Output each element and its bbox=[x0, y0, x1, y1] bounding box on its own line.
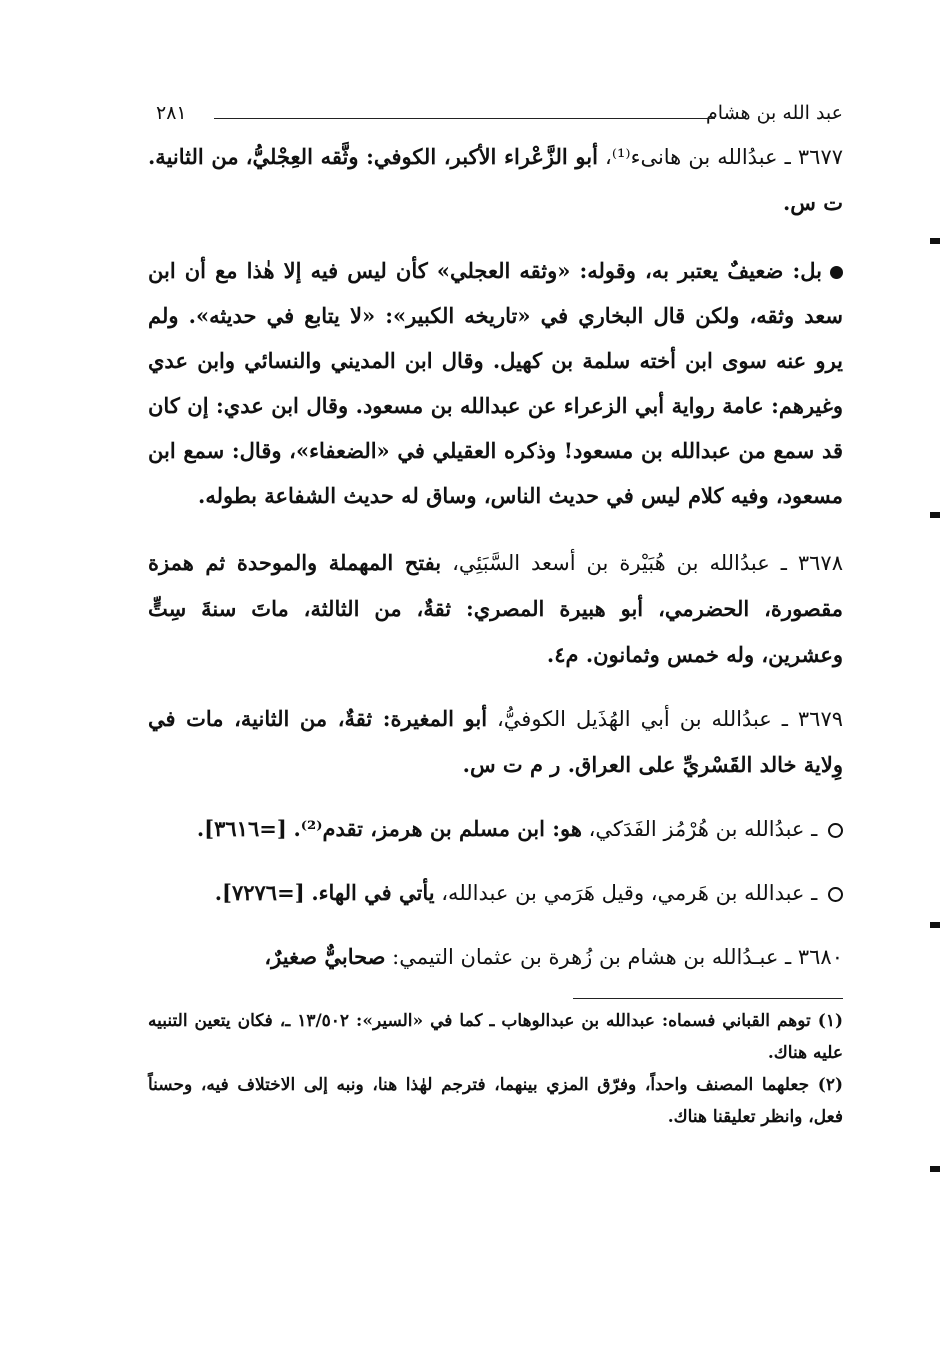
entry-number: ٣٦٧٨ ـ bbox=[780, 551, 843, 575]
footnote-1 bbox=[148, 1005, 843, 1069]
entry-name: عبدُالله بن هانىء⁽¹⁾، bbox=[605, 145, 778, 169]
page-number: ٢٨١ bbox=[156, 102, 187, 124]
cross-reference: [=٧٢٧٦]. bbox=[214, 880, 305, 905]
entry-3680 bbox=[148, 934, 843, 980]
footnote-text: توهم القباني فسماه: عبدالله بن عبدالوهاب ـ كما في «السير»: ١٣/٥٠٢ ـ، فكان يتعين التنبيه عليه هناك. bbox=[148, 1011, 843, 1063]
entry-name: عبدُالله بن هُبَيْرة بن أسعد السَّبَئِي، bbox=[452, 551, 770, 575]
spacer bbox=[148, 226, 843, 248]
running-head bbox=[148, 96, 843, 130]
critique-text: بل: ضعيفٌ يعتبر به، وقوله: «وثقه العجلي» كأن ليس فيه إلا هٰذا مع أن ابن سعد وثقه، ولكن قال البخاري في «تاريخه الكبير»: «لا يتابع في حديثه». ولم يرو عنه سوى ابن أخته سلمة بن كهيل. وقال ابن المديني والنسائي وابن عدي وغيرهم: عامة رواية أبي الزعراء عن عبدالله بن مسعود. وقال ابن عدي: إن كان قد سمع من عبدالله بن مسعود! وذكره العقيلي في «الضعفاء»، وقال: سمع ابن مسعود، وفيه كلام ليس في حديث الناس، وساق له حديث الشفاعة بطوله. bbox=[148, 258, 843, 508]
footnote-separator bbox=[573, 998, 843, 999]
running-head-title: عبد الله بن هشام bbox=[706, 102, 843, 124]
ring-icon bbox=[828, 823, 843, 838]
entry-name: عبدُالله بن هُرْمُز الفَدَكي، bbox=[588, 817, 805, 841]
scan-edge-mark bbox=[930, 1166, 940, 1172]
critique-3677 bbox=[148, 248, 843, 518]
bullet-icon bbox=[830, 266, 843, 279]
entry-number: ٣٦٨٠ ـ bbox=[785, 945, 843, 969]
footnote-text: جعلهما المصنف واحداً، وفرّق المزي بينهما، فترجم لهٰذا هنا، ونبه إلى الاختلاف فيه، وحسناً فعل، وانظر تعليقنا هناك. bbox=[148, 1075, 843, 1127]
entry-details: يأتي في الهاء. bbox=[311, 880, 435, 905]
entry-name: عبدُالله بن أبي الهُذَيل الكوفيُّ، bbox=[497, 707, 772, 731]
entry-details: هو: ابن مسلم بن هرمز، تقدم⁽²⁾. bbox=[293, 816, 582, 841]
reference-harmi bbox=[148, 870, 843, 916]
spacer bbox=[148, 678, 843, 696]
footnote-marker: (٢) bbox=[817, 1075, 843, 1095]
spacer bbox=[148, 852, 843, 870]
entry-details: صحابيٌّ صغيرٌ، bbox=[264, 944, 386, 969]
entry-details: بفتح المهملة والموحدة ثم همزة مقصورة، الحضرمي، أبو هبيرة المصري: ثقةٌ، من الثالثة، ماتَ سنةَ سِتٍّ وعشرين، وله خمس وثمانون. م٤. bbox=[148, 550, 843, 667]
scan-edge-mark bbox=[930, 922, 940, 928]
entry-rank-codes: من الثانية. ت س. bbox=[148, 144, 843, 215]
entry-number: ٣٦٧٩ ـ bbox=[781, 707, 844, 731]
spacer bbox=[148, 788, 843, 806]
entry-3678 bbox=[148, 540, 843, 678]
entry-details: أبو المغيرة: ثقةٌ، من الثانية، مات في وِلاية خالد القَسْريِّ على العراق. ر م ت س. bbox=[148, 706, 843, 777]
spacer bbox=[148, 916, 843, 934]
footnote-marker: (١) bbox=[817, 1011, 844, 1031]
entry-dash: ـ bbox=[811, 881, 818, 905]
entry-name: عبـدُالله بن هشام بن زُهرة بن عثمان التيمي: bbox=[392, 945, 779, 969]
running-head-rule bbox=[214, 118, 715, 119]
entry-3677 bbox=[148, 134, 843, 226]
entry-kunya: أبو الزَّعْراء الأكبر، الكوفي: وثَّقه العِجْليُّ، bbox=[245, 144, 598, 169]
ring-icon bbox=[828, 887, 843, 902]
reference-hurmuz bbox=[148, 806, 843, 852]
entry-number: ٣٦٧٧ ـ bbox=[784, 145, 844, 169]
cross-reference: [=٣٦١٦]. bbox=[196, 816, 287, 841]
entry-dash: ـ bbox=[811, 817, 818, 841]
scan-edge-mark bbox=[930, 512, 940, 518]
document-page bbox=[148, 96, 843, 1133]
footnote-2 bbox=[148, 1069, 843, 1133]
entry-name: عبدالله بن هَرمي، وقيل هَرَمي بن عبدالله، bbox=[441, 881, 805, 905]
entry-3679 bbox=[148, 696, 843, 788]
scan-edge-mark bbox=[930, 238, 940, 244]
spacer bbox=[148, 518, 843, 540]
